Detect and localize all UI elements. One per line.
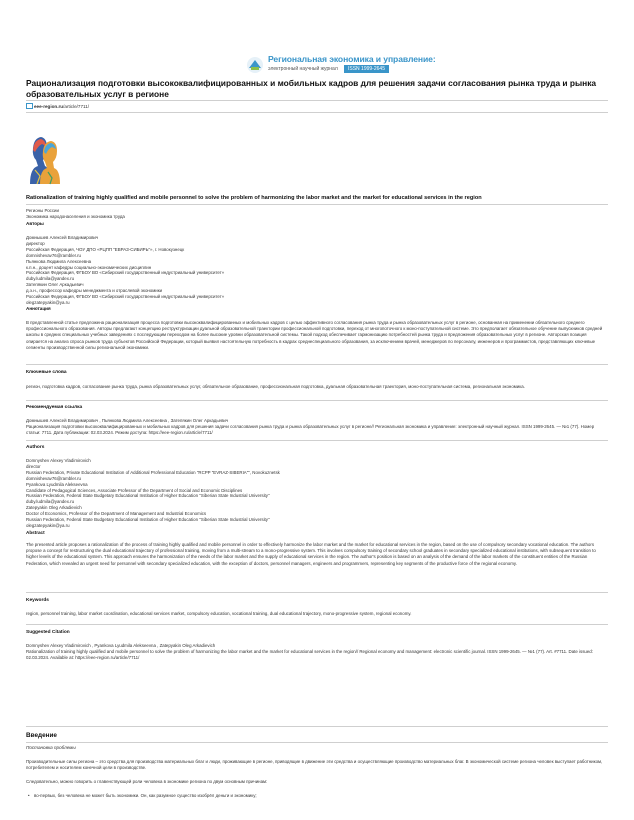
author-email[interactable]: duby.ludmila@yandex.ru [26,276,75,282]
intro-heading: Введение [26,732,57,739]
author-line: Российская Федерация, ЧОУ ДПО «РЦПП "ЕВРАЗ-СИБИРЬ"», г. Новокузнецк [26,246,185,252]
divider [26,742,608,743]
url-path: /article/7711/ [63,104,90,109]
journal-logo-icon [246,56,264,74]
citation-en [26,643,608,661]
list-item: • во-первых, без человека не может быть экономики. Он, как разумное существо изобрёл деньги и экономику; [34,793,257,798]
divider [26,726,608,727]
author-line: Russian Federation, Federal State Budgetary Educational Institution of Higher Education "Siberian State Industrial University" [26,493,270,499]
citation-authors: Домнышев Алексей Владимирович , Пьянкова Людмила Алексеевна , Затепякин Олег Аркадьевич [26,418,229,423]
author-line: д.э.н., профессор кафедры менеджмента и отраслевой экономики [26,288,163,294]
divider [26,100,608,101]
rubric[interactable]: Экономика народонаселения и экономика труда [26,213,125,219]
journal-title: Региональная экономика и управление: [268,54,436,64]
link-icon [26,103,33,109]
article-cover-image [26,132,62,186]
abstract-ru: В представленной статье предложена рационализация процесса подготовки высококвалифицированных и мобильных кадров с целью эффективного согласования рынка труда и рынка образовательных услуг в регионе, основанная на применении обязательного среднего профессионального образования. Авторы предлагают концепцию реструктуризации дуальной образовательной траектории профессиональной подготовки, переход от многопоточного к моно-поступательной системе. Это предполагает обязательное обучение выпускников средней школы в средних специальных учебных заведениях с последующим переходом на более высокие уровни образовательной системы. Такой подход обеспечивает гармонизацию потребностей рынка труда и предложения образовательных услуг в регионе. Авторская позиция опирается на анализ спроса рынков труда субъектов Российской Федерации, который выявил настоятельную потребность в кадрах среднеспециального образования, за исключением врачей, менеджеров по персоналу, инженеров и программистов, представляющих ключевые сегменты производственной силы региональной экономики. [26,320,603,350]
intro-paragraph: Производительные силы региона – это средства для производства материальных благ и люди, проживающие в регионе, приводящие в движение эти средства и осуществляющие производство материальных благ. В экономической системе региона человек выступает работником, потребителем и носителем конечной цели в производстве. [26,759,603,771]
abstract-en-label: Abstract [26,530,45,535]
abstract-en: The presented article proposes a rationalization of the process of training highly qualified and mobile personnel in order to effectively harmonize the labor market and the market for educational services in the region, based on the use of compulsory secondary vocational education. The authors propose a concept for restructuring the dual educational trajectory of professional training, moving from a multi-stream to a mono-progressive system. This involves compulsory training of secondary school graduates in secondary specialized educational institutions, with subsequent transition to higher levels of the educational system. This approach ensures the harmonization of the needs of the labor market and the supply of educational services in the region. The author's position is based on an analysis of the demand of the labor markets of the constituent entities of the Russian Federation, which revealed an urgent need for personnel with secondary specialized education, with the exception of doctors, personnel managers, engineers and programmers, representing key segments of the productive force of the regional economy. [26,542,596,566]
author-line: Российская Федерация, ФГБОУ ВО «Сибирский государственный индустриальный университет» [26,294,225,300]
rubrics [26,208,608,220]
author-line: Russian Federation, Private Educational Institution of Additional Professional Education "RCPP "EVRAZ-SIBERIA"", Novokuznetsk [26,469,280,475]
author-line: к.п.н., доцент кафедры социально-экономических дисциплин [26,264,152,270]
author-line: Doctor of Economics, Professor of the Department of Management and Industrial Economics [26,511,207,517]
keywords-en: region, personnel training, labor market coordination, educational services market, compulsory education, vocational training, dual educational trajectory, mono-progressive system, regional economy. [26,611,412,616]
intro-subheading: Постановка проблемы [26,745,76,750]
divider [26,592,608,593]
author-line: Domnyshev Alexey Vladimirovich [26,458,91,463]
authors-en-label: Authors [26,445,45,450]
author-line: Russian Federation, Federal State Budgetary Educational Institution of Higher Education "Siberian State Industrial University" [26,517,270,523]
divider [26,440,608,441]
author-line: Домнышев Алексей Владимирович [26,235,99,240]
journal-banner[interactable] [246,54,436,76]
citation-ru-label: Рекомендуемая ссылка [26,405,83,410]
authors-ru-label: Авторы [26,221,44,226]
authors-en-list [26,458,608,529]
url-domain: eee-region.ru [34,104,64,109]
keywords-ru-label: Ключевые слова [26,370,67,375]
author-line: director [26,463,41,469]
authors-ru-list [26,235,608,306]
divider [26,624,608,625]
citation-en-label: Suggested Citation [26,630,70,635]
author-line: Candidate of Pedagogical Sciences, Associate Professor of the Department of Social and Economic Disciplines [26,487,243,493]
divider [26,400,608,401]
citation-text: Rationalization of training highly qualified and mobile personnel to solve the problem of harmonizing the labor market and the market for educational services in the region// Regional economy and management: electronic scientific journal. ISSN 1999-2645. — №1 (77). Art. #7711. Date issued: 02.03.2024. Available at: https://eee-region.ru/article/7711/ [26,648,593,660]
journal-subtitle: электронный научный журнал [268,66,338,72]
article-url[interactable] [26,103,89,109]
keywords-ru: регион, подготовка кадров, согласование рынка труда, рынка образовательных услуг, обязательное образование, профессиональная подготовка, дуальная образовательная траектория, моно-поступательная система, региональная экономика. [26,384,525,389]
author-email[interactable]: olegzatepyakin@ya.ru [26,299,70,305]
author-line: Pyankova Lyudmila Alekseevna [26,481,88,487]
divider [26,204,608,205]
intro-paragraph: Следовательно, можно говорить о главенствующей роли человека в экономике региона по двум основным причинам: [26,779,268,784]
author-line: Российская Федерация, ФГБОУ ВО «Сибирский государственный индустриальный университет» [26,270,225,276]
author-line: Затепякин Олег Аркадьевич [26,282,84,288]
rubric[interactable]: Регионы России [26,208,59,213]
author-line: Zatepyakin Oleg Arkadievich [26,505,82,511]
citation-authors: Domnyshev Alexey Vladimirovich , Pyankova Lyudmila Alekseevna , Zatepyakin Oleg Arkadievich [26,643,216,648]
article-title-ru: Рационализация подготовки высококвалифицированных и мобильных кадров для решения задачи согласования рынка труда и рынка образовательных услуг в регионе [26,78,597,99]
divider [26,364,608,365]
divider [26,112,608,113]
abstract-ru-label: Аннотация [26,306,51,311]
citation-ru [26,418,608,436]
journal-issn: ISSN 1999-2645 [344,65,389,73]
author-email[interactable]: olegzatepyakin@ya.ru [26,522,70,528]
article-title-en: Rationalization of training highly qualified and mobile personnel to solve the problem of harmonizing the labor market and the market for educational services in the region [26,195,482,201]
author-line: Пьянкова Людмила Алексеевна [26,258,92,264]
author-email[interactable]: duby.ludmila@yandex.ru [26,499,75,505]
keywords-en-label: Keywords [26,598,49,603]
author-email[interactable]: domnishevav76@rambler.ru [26,252,81,258]
author-line: директор [26,240,45,246]
author-email[interactable]: domnishevav76@rambler.ru [26,475,81,481]
citation-text: Рационализация подготовки высококвалифицированных и мобильных кадров для решения задачи согласования рынка труда и рынка образовательных услуг в регионе// Региональная экономика и управление: электронный научный журнал. ISSN 1999-2645. — №1 (77). Номер статьи: 7711. Дата публикации: 02.03.2024. Режим доступа: https://eee-region.ru/article/7711/ [26,423,595,435]
